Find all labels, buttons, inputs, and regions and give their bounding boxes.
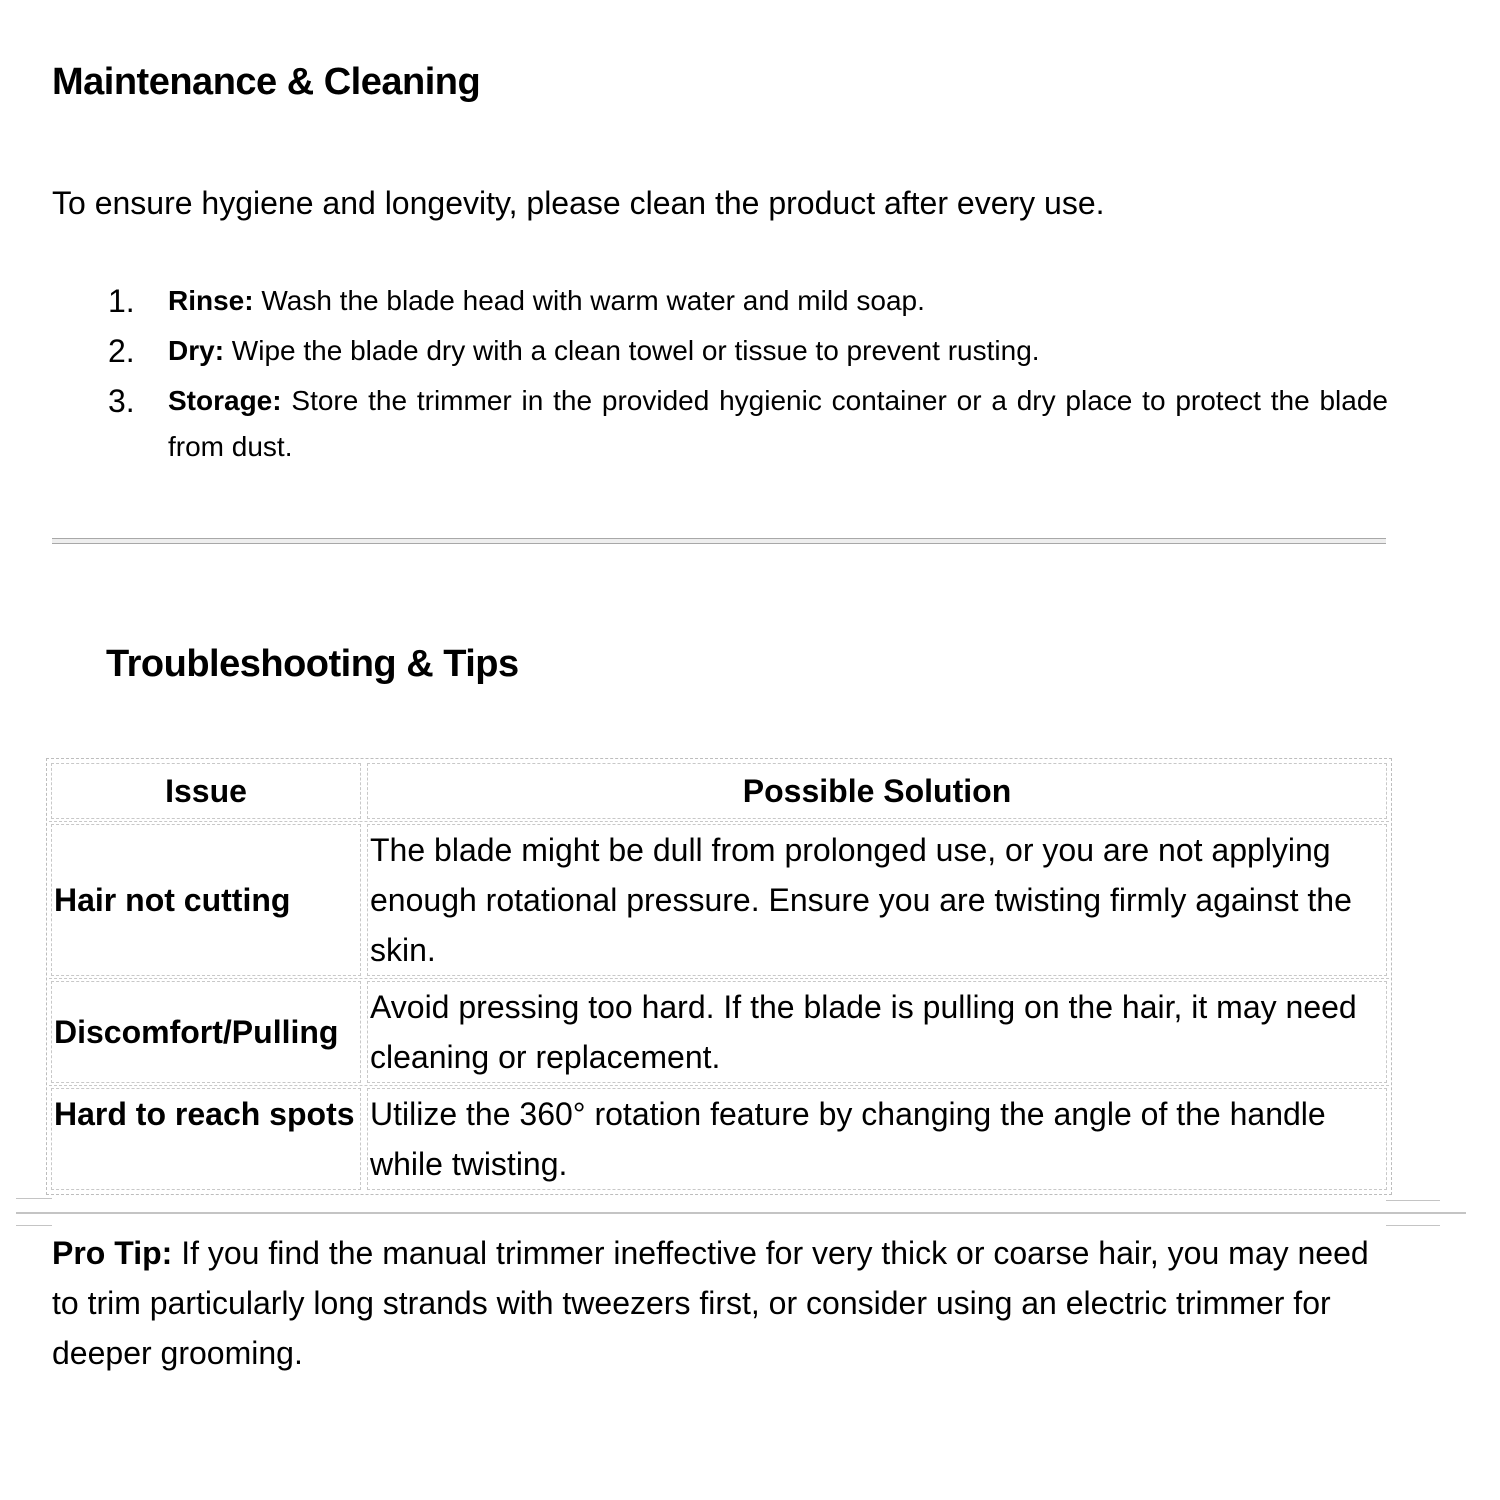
- page-break-line: [16, 1212, 1466, 1214]
- step-label: Dry:: [168, 335, 225, 366]
- table-row: [49, 822, 1389, 979]
- pro-tip-label: Pro Tip:: [52, 1235, 173, 1271]
- troubleshooting-table: [46, 758, 1392, 1195]
- table-row: [49, 1086, 1389, 1192]
- list-item: [108, 278, 1388, 324]
- issue-cell: Hard to reach spots: [51, 1088, 361, 1190]
- pro-tip-paragraph: [52, 1228, 1372, 1378]
- horizontal-divider: [52, 538, 1386, 544]
- step-number: 2.: [108, 333, 135, 369]
- step-text: Store the trimmer in the provided hygienic container or a dry place to protect the blade from dust.: [168, 385, 1388, 462]
- solution-cell: The blade might be dull from prolonged use, or you are not applying enough rotational pressure. Ensure you are twisting firmly against the skin.: [367, 824, 1387, 976]
- step-label: Storage:: [168, 385, 282, 416]
- step-number: 3.: [108, 383, 135, 419]
- list-item: [108, 378, 1388, 470]
- solution-cell: Avoid pressing too hard. If the blade is pulling on the hair, it may need cleaning or replacement.: [367, 981, 1387, 1083]
- list-item: [108, 328, 1388, 374]
- issue-cell: Discomfort/Pulling: [51, 981, 361, 1083]
- section-title-troubleshooting: Troubleshooting & Tips: [106, 643, 519, 685]
- maintenance-intro: To ensure hygiene and longevity, please clean the product after every use.: [52, 185, 1105, 221]
- solution-cell: Utilize the 360° rotation feature by changing the angle of the handle while twisting.: [367, 1088, 1387, 1190]
- cleaning-steps-list: [108, 278, 1388, 474]
- section-title-maintenance: Maintenance & Cleaning: [52, 61, 481, 103]
- step-text: Wipe the blade dry with a clean towel or tissue to prevent rusting.: [224, 335, 1040, 366]
- table-header-row: [49, 761, 1389, 822]
- step-label: Rinse:: [168, 285, 254, 316]
- table-row: [49, 979, 1389, 1086]
- step-text: Wash the blade head with warm water and mild soap.: [253, 285, 925, 316]
- column-header-issue: Issue: [51, 763, 361, 819]
- issue-cell: Hair not cutting: [51, 824, 361, 976]
- pro-tip-text: If you find the manual trimmer ineffective for very thick or coarse hair, you may need to trim particularly long strands with tweezers first, or consider using an electric trimmer for deeper grooming.: [52, 1235, 1369, 1371]
- column-header-solution: Possible Solution: [367, 763, 1387, 819]
- step-number: 1.: [108, 283, 135, 319]
